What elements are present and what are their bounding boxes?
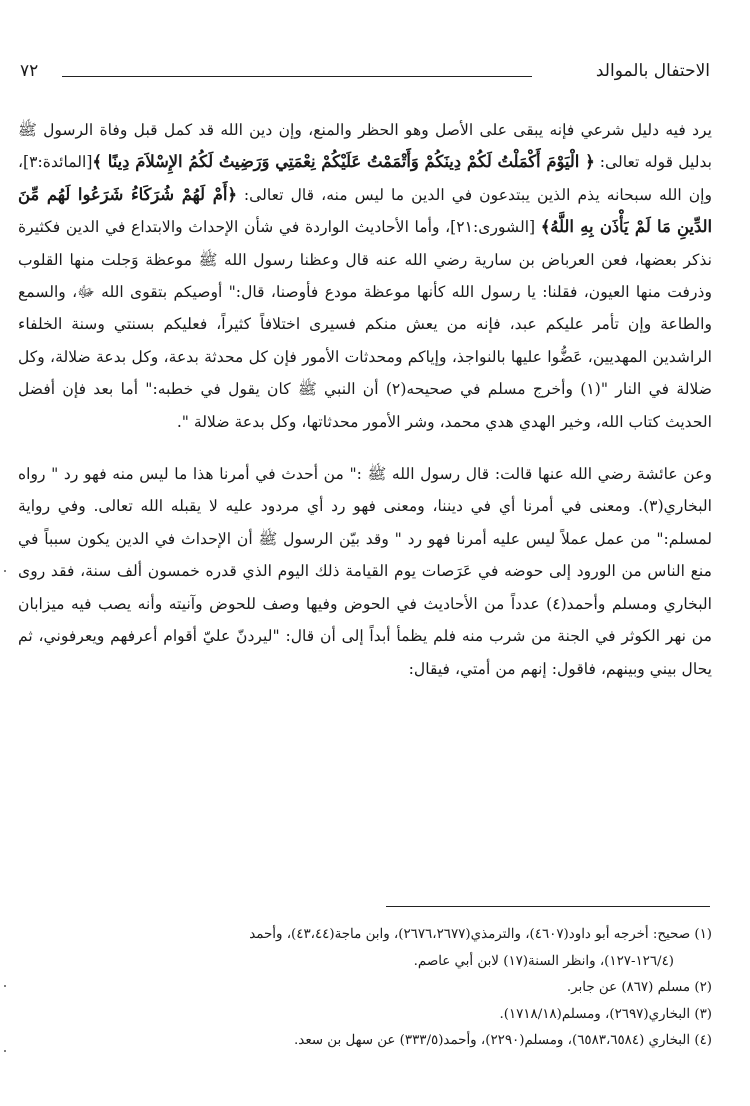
quran-verse-maidah: ﴿ الْيَوْمَ أَكْمَلْتُ لَكُمْ دِينَكُمْ وَأَتْمَمْتُ عَلَيْكُمْ نِعْمَتِي وَرَضِيتُ لَكُمُ الإِسْلاَمَ دِينًا ﴾ — [92, 152, 595, 172]
p1-text-3: [الشورى:٢١]، وأما الأحاديث الواردة في شأن الإحداث والابتداع في الدين فكثيرة نذكر بعضها، فعن العرباض بن سارية رضي الله عنه قال وعظنا رسول الله ﷺ موعظة وَجلت منها القلوب وذرفت منها العيون، فقلنا: يا رسول الله كأنها موعظة مودع فأوصنا، قال:" أوصيكم بتقوى الله ﷻ، والسمع والطاعة وإن تأمر عليكم عبد، فإنه من يعش منكم فسيرى اختلافاً كثيراً، فعليكم بسنتي وسنة الخلفاء الراشدين المهديين، عَضُّوا عليها بالنواجذ، وإياكم ومحدثات الأمور فإن كل محدثة بدعة، وكل بدعة ضلالة، وكل ضلالة في النار "(١) وأخرج مسلم في صحيحه(٢) أن النبي ﷺ كان يقول في خطبه:" أما بعد فإن أفضل الحديث كتاب الله، وخير الهدي هدي محمد، وشر الأمور محدثاتها، وكل بدعة ضلالة ". — [18, 218, 712, 431]
page-number: ٧٢ — [20, 61, 39, 81]
page-header — [20, 58, 710, 84]
margin-mark — [4, 570, 6, 572]
footnote-rule — [386, 906, 710, 907]
main-text — [18, 114, 712, 685]
footnote-1-line-1: (١) صحيح: أخرجه أبو داود(٤٦٠٧)، والترمذي(٢٦٧٦،٢٦٧٧)، وابن ماجة(٤٣،٤٤)، وأحمد — [249, 927, 712, 942]
header-rule — [62, 76, 532, 77]
margin-mark — [4, 1050, 6, 1052]
running-title: الاحتفال بالموالد — [595, 61, 710, 81]
quran-verse-shura: ﴿أَمْ لَهُمْ شُرَكَاءُ شَرَعُوا لَهُم مِّنَ الدِّينِ مَا لَمْ يَأْذَن بِهِ اللَّهُ﴾ — [18, 184, 712, 237]
paragraph-1 — [18, 114, 712, 438]
footnote-1-line-2: (١٢٦/٤-١٢٧)، وانظر السنة(١٧) لابن أبي عاصم. — [413, 953, 674, 969]
p1-text-2: [المائدة:٣]، وإن الله سبحانه يذم الذين يبتدعون في الدين ما ليس منه، قال تعالى: — [18, 153, 713, 204]
footnote-4: (٤) البخاري (٦٥٨٣،٦٥٨٤)، ومسلم(٢٢٩٠)، وأحمد(٣٣٣/٥) عن سهل بن سعد. — [294, 1033, 712, 1049]
footnote-2: (٢) مسلم (٨٦٧) عن جابر. — [566, 980, 712, 996]
paragraph-2: وعن عائشة رضي الله عنها قالت: قال رسول الله ﷺ :" من أحدث في أمرنا هذا ما ليس منه فهو رد " رواه البخاري(٣). ومعنى في أمرنا أي في ديننا، ومعنى فهو رد أي مردود عليه لا يقبله الله تعالى. وفي رواية لمسلم:" من عمل عملاً ليس عليه أمرنا فهو رد " وقد بيّن الرسول ﷺ أن الإحداث في الدين يكون سبباً في منع الناس من الورود إلى حوضه في عَرَصات يوم القيامة ذلك اليوم الذي قدره خمسون ألف سنة، فقد روى البخاري ومسلم وأحمد(٤) عدداً من الأحاديث في الحوض وفيها وصف للحوض وآنيته وأنه يصب فيه ميزابان من نهر الكوثر في الجنة من شرب منه فلم يظمأ أبداً إلى أن قال: "ليردنّ عليّ أقوام أعرفهم ويعرفوني، ثم يحال بيني وبينهم، فاقول: إنهم من أمتي، فيقال: — [18, 465, 712, 678]
margin-mark — [4, 985, 6, 987]
footnote-1 — [24, 922, 712, 975]
footnotes — [24, 922, 712, 1055]
p1-text-1: يرد فيه دليل شرعي فإنه يبقى على الأصل وهو الحظر والمنع، وإن دين الله قد كمل قبل وفاة الرسول ﷺ بدليل قوله تعالى: — [18, 121, 712, 172]
footnote-3: (٣) البخاري(٢٦٩٧)، ومسلم(١٧١٨/١٨). — [499, 1006, 712, 1022]
